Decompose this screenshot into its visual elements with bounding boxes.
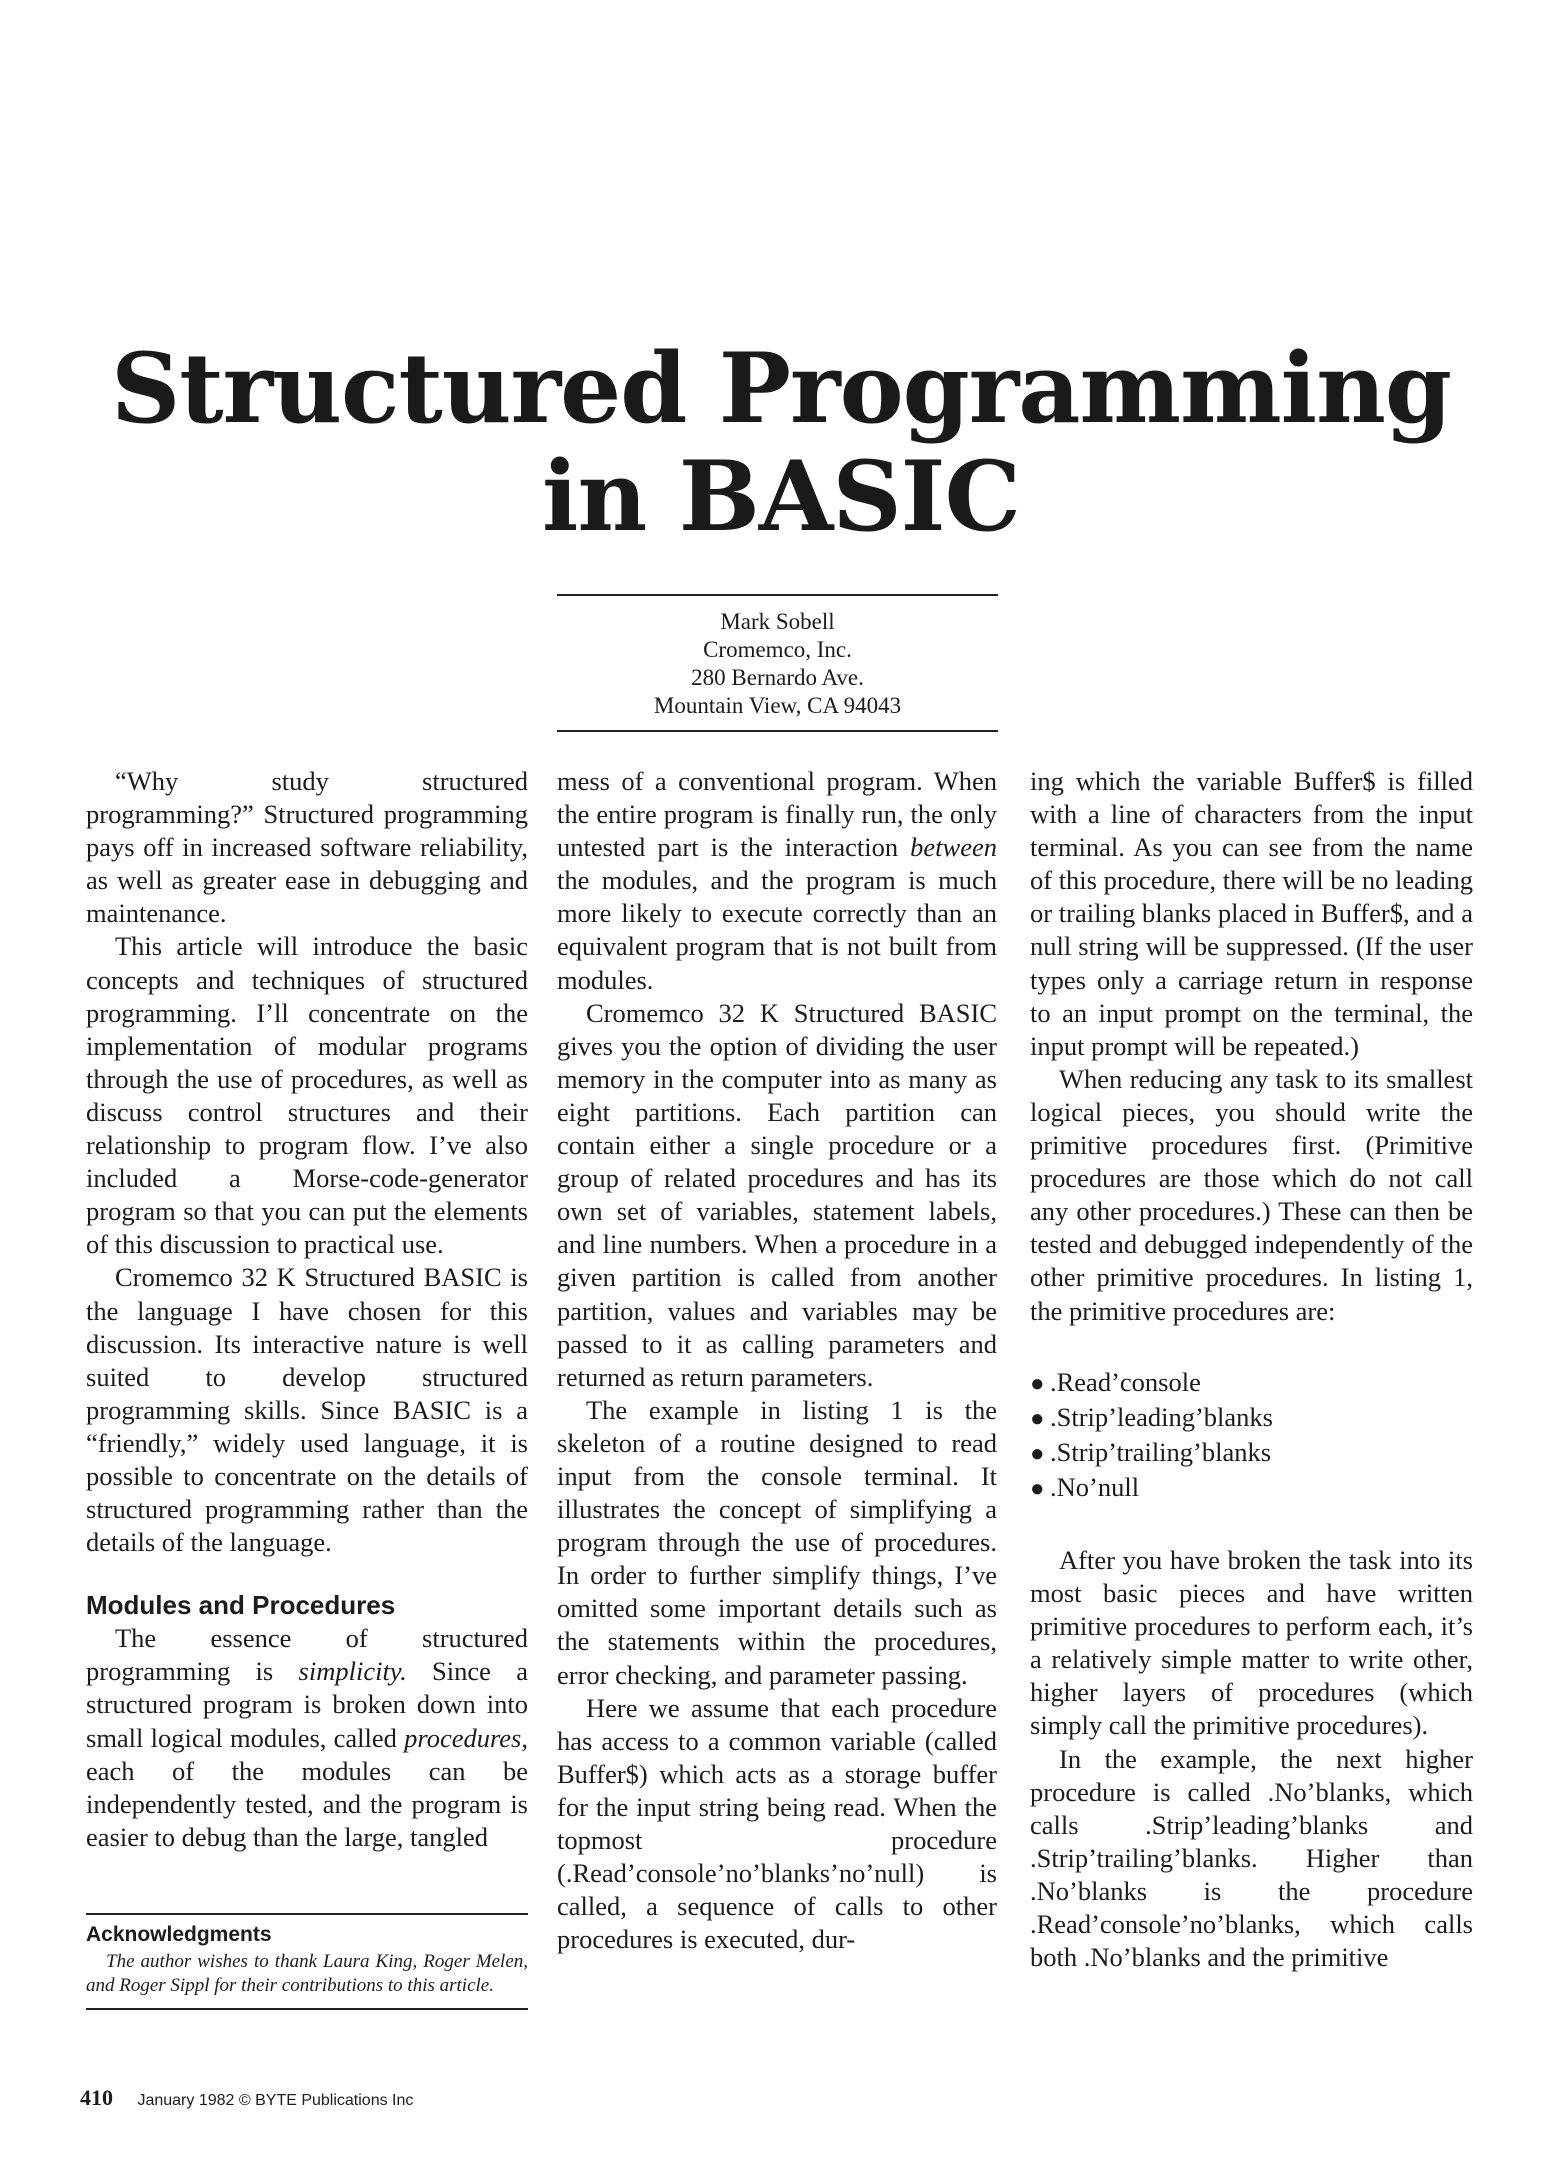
text-run: The essence of structured programming is	[86, 1623, 528, 1687]
list-item	[1030, 1436, 1473, 1471]
publication-line: January 1982 © BYTE Publications Inc	[137, 2092, 414, 2109]
page-footer	[80, 2085, 413, 2111]
paragraph	[86, 1622, 528, 1854]
emphasis: simplicity.	[298, 1656, 407, 1687]
text-column-1	[86, 765, 528, 1854]
list-item-label: .No’null	[1050, 1471, 1140, 1502]
paragraph: In the example, the next higher procedure is called .No’blanks, which calls .Strip’leading’blanks and .Strip’trailing’blanks. Higher than .No’blanks is the procedure .Read’console’no’blanks, which calls both .No’blanks and the primitive	[1030, 1743, 1473, 1973]
title-line-2: in BASIC	[542, 440, 1020, 553]
bullet-icon: ●	[1030, 1440, 1045, 1467]
list-item-label: .Strip’trailing’blanks	[1050, 1436, 1272, 1467]
page-number: 410	[80, 2085, 113, 2110]
list-item	[1030, 1471, 1473, 1506]
bullet-icon: ●	[1030, 1370, 1045, 1397]
paragraph: “Why study structured programming?” Structured programming pays off in increased software reliability, as well as greater ease in debugging and maintenance.	[86, 766, 528, 929]
text-run: each of the modules can be independently tested, and the program is easier to debug than the large, tangled	[86, 1755, 528, 1852]
paragraph: Cromemco 32 K Structured BASIC gives you the option of dividing the user memory in the computer into as many as eight partitions. Each partition can contain either a single procedure or a group of related procedures and has its own set of variables, statement labels, and line numbers. When a procedure in a given partition is called from another partition, values and variables may be passed to it as calling parameters and returned as return parameters.	[557, 997, 997, 1392]
emphasis: between	[910, 832, 997, 863]
text-run: mess of a conventional program. When the entire program is finally run, the only untested part is the interaction	[557, 766, 997, 863]
acknowledgments-body: The author wishes to thank Laura King, Roger Melen, and Roger Sippl for their contributions to this article.	[86, 1951, 528, 1996]
paragraph: Here we assume that each procedure has access to a common variable (called Buffer$) which acts as a storage buffer for the input string being read. When the topmost procedure (.Read’console’no’blanks’no’null) is called, a sequence of calls to other procedures is executed, dur-	[557, 1692, 997, 1955]
paragraph: After you have broken the task into its most basic pieces and have written primitive procedures to perform each, it’s a relatively simple matter to write other, higher layers of procedures (which simply call the primitive procedures).	[1030, 1544, 1473, 1741]
list-item	[1030, 1366, 1473, 1401]
paragraph	[557, 765, 997, 997]
bullet-icon: ●	[1030, 1475, 1045, 1502]
acknowledgments-box	[86, 1913, 528, 2010]
article-title	[0, 332, 1562, 553]
text-column-2	[557, 765, 997, 1956]
paragraph: This article will introduce the basic concepts and techniques of structured programming. I’ll concentrate on the implementation of modular programs through the use of procedures, as well as discuss control structures and their relationship to program flow. I’ve also included a Morse-code-generator program so that you can put the elements of this discussion to practical use.	[86, 931, 528, 1260]
author-company: Cromemco, Inc.	[703, 637, 852, 662]
emphasis: procedures,	[404, 1722, 528, 1753]
author-city: Mountain View, CA 94043	[653, 693, 902, 718]
text-column-3	[1030, 765, 1473, 1974]
text-run: Since a structured program is broken down into small logical modules, called	[86, 1656, 528, 1753]
list-item	[1030, 1401, 1473, 1436]
text-run: the modules, and the program is much more likely to execute correctly than an equivalent program that is not built from modules.	[557, 865, 997, 995]
primitive-procedures-list	[1030, 1366, 1473, 1506]
list-item-label: .Read’console	[1050, 1366, 1201, 1397]
author-street: 280 Bernardo Ave.	[691, 665, 864, 690]
paragraph: ing which the variable Buffer$ is filled with a line of characters from the input terminal. As you can see from the name of this procedure, there will be no leading or trailing blanks placed in Buffer$, and a null string will be suppressed. (If the user types only a carriage return in response to an input prompt on the terminal, the input prompt will be repeated.)	[1030, 766, 1473, 1061]
paragraph: The example in listing 1 is the skeleton of a routine designed to read input from the console terminal. It illustrates the concept of simplifying a program through the use of procedures. In order to further simplify things, I’ve omitted some important details such as the statements within the procedures, error checking, and parameter passing.	[557, 1394, 997, 1690]
list-item-label: .Strip’leading’blanks	[1050, 1401, 1273, 1432]
title-line-1: Structured Programming	[110, 332, 1452, 445]
section-heading: Modules and Procedures	[86, 1590, 396, 1621]
author-byline	[557, 594, 998, 732]
paragraph: Cromemco 32 K Structured BASIC is the language I have chosen for this discussion. Its interactive nature is well suited to develop structured programming skills. Since BASIC is a “friendly,” widely used language, it is possible to concentrate on the details of structured programming rather than the details of the language.	[86, 1262, 528, 1558]
paragraph: When reducing any task to its smallest logical pieces, you should write the primitive procedures first. (Primitive procedures are those which do not call any other procedures.) These can then be tested and debugged independently of the other primitive procedures. In listing 1, the primitive procedures are:	[1030, 1063, 1473, 1326]
author-name: Mark Sobell	[720, 609, 835, 634]
acknowledgments-title: Acknowledgments	[86, 1923, 272, 1946]
bullet-icon: ●	[1030, 1405, 1045, 1432]
